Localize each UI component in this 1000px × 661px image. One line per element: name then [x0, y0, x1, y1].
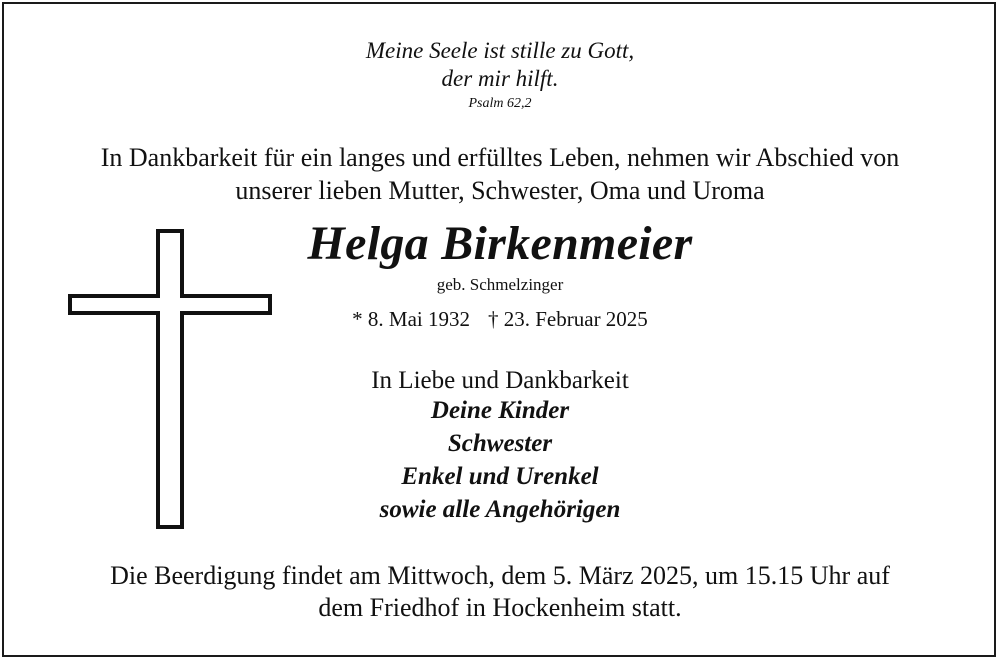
funeral-line-1: Die Beerdigung findet am Mittwoch, dem 5. März 2025, um 15.15 Uhr auf [110, 561, 890, 590]
mourner-relatives: sowie alle Angehörigen [379, 496, 621, 523]
mourner-grandchildren: Enkel und Urenkel [401, 463, 599, 490]
verse-line-2: der mir hilft. [441, 66, 559, 91]
intro-line-1: In Dankbarkeit für ein langes und erfülltes Leben, nehmen wir Abschied von [100, 143, 900, 172]
life-dates [0, 307, 1000, 332]
birth-name: geb. Schmelzinger [436, 275, 564, 294]
birth-date: * 8. Mai 1932 [352, 307, 470, 331]
death-date: † 23. Februar 2025 [488, 307, 648, 331]
mourner-children: Deine Kinder [430, 397, 570, 424]
mourners-intro: In Liebe und Dankbarkeit [371, 367, 629, 394]
verse-source: Psalm 62,2 [468, 96, 532, 111]
verse-line-1: Meine Seele ist stille zu Gott, [365, 38, 635, 63]
deceased-name: Helga Birkenmeier [307, 217, 693, 270]
mourner-sister: Schwester [447, 430, 553, 457]
intro-line-2: unserer lieben Mutter, Schwester, Oma und Uroma [235, 176, 765, 205]
funeral-line-2: dem Friedhof in Hockenheim statt. [318, 593, 682, 622]
